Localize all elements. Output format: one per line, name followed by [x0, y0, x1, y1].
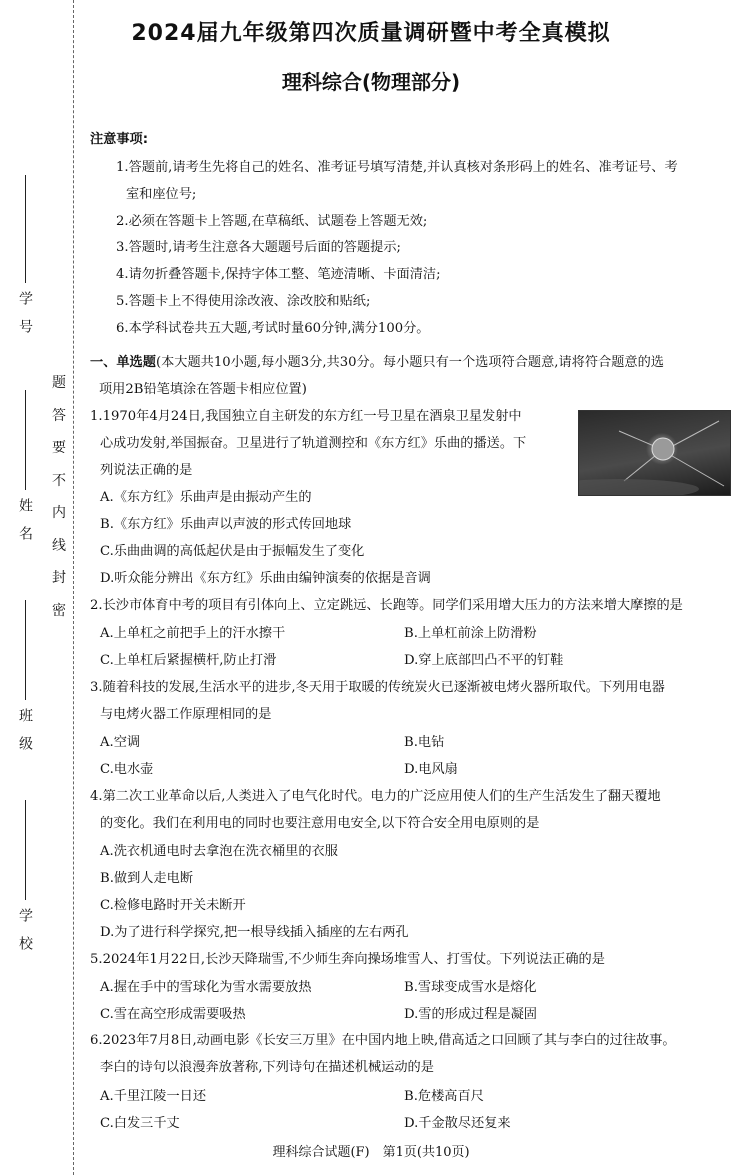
notice-item: 2.必须在答题卡上答题,在草稿纸、试题卷上答题无效; — [116, 213, 428, 229]
option-a: A.上单杠之前把手上的汗水擦干 — [100, 626, 286, 641]
option-b: B.雪球变成雪水是熔化 — [404, 980, 537, 995]
question-stem: 6.2023年7月8日,动画电影《长安三万里》在中国内地上映,借高适之口回顾了其与李白的过往故事。 — [90, 1033, 676, 1048]
option-d: D.雪的形成过程是凝固 — [404, 1007, 537, 1022]
option-b: B.电钻 — [404, 735, 445, 750]
seal-char: 答 — [52, 407, 66, 424]
option-a: A.《东方红》乐曲声是由振动产生的 — [100, 490, 312, 506]
option-d: D.为了进行科学探究,把一根导线插入插座的左右两孔 — [100, 924, 409, 940]
school-label: 学 校 — [17, 908, 33, 950]
section-desc-cont: 项用2B铅笔填涂在答题卡相应位置) — [99, 382, 307, 397]
seal-char: 内 — [52, 505, 66, 521]
option-c: C.乐曲曲调的高低起伏是由于振幅发生了变化 — [100, 544, 365, 560]
sidebar-field-school — [18, 800, 32, 950]
name-underline — [25, 390, 26, 490]
class-underline — [25, 600, 26, 700]
question-stem: 4.第二次工业革命以后,人类进入了电气化时代。电力的广泛应用使人们的生产生活发生了翻天覆地 — [90, 789, 661, 804]
sidebar-field-class — [18, 600, 32, 750]
notice-item: 1.答题前,请考生先将自己的姓名、准考证号填写清楚,并认真核对条形码上的姓名、准考证号、考 — [116, 160, 678, 175]
notice-item: 6.本学科试卷共五大题,考试时量60分钟,满分100分。 — [116, 320, 430, 336]
exam-title: 2024届九年级第四次质量调研暨中考全真模拟 — [131, 21, 611, 46]
notice-item: 4.请勿折叠答题卡,保持字体工整、笔迹清晰、卡面清洁; — [116, 267, 441, 283]
question-5 — [90, 947, 605, 974]
seal-instruction — [52, 372, 66, 632]
option-a: A.空调 — [100, 735, 141, 750]
school-underline — [25, 800, 26, 900]
seal-char: 密 — [52, 602, 66, 619]
notice-item: 5.答题卡上不得使用涂改液、涂改胶和贴纸; — [116, 293, 371, 309]
question-stem-cont: 李白的诗句以浪漫奔放著称,下列诗句在描述机械运动的是 — [100, 1059, 434, 1075]
option-c: C.电水壶 — [100, 762, 154, 777]
question-1 — [90, 404, 526, 592]
option-d: D.穿上底部凹凸不平的钉鞋 — [404, 653, 564, 668]
page-footer: 理科综合试题(F) 第1页(共10页) — [272, 1145, 470, 1160]
option-d: D.千金散尽还复来 — [404, 1116, 511, 1131]
seal-char: 封 — [52, 570, 66, 586]
question-6 — [90, 1028, 676, 1082]
option-a: A.千里江陵一日还 — [100, 1089, 207, 1104]
name-label: 姓 名 — [17, 498, 33, 540]
question-2 — [90, 593, 683, 620]
option-c: C.白发三千丈 — [100, 1116, 180, 1131]
seal-char: 题 — [52, 375, 66, 391]
student-id-underline — [25, 175, 26, 283]
question-stem: 1.1970年4月24日,我国独立自主研发的东方红一号卫星在酒泉卫星发射中 — [90, 409, 522, 424]
option-c: C.检修电路时开关未断开 — [100, 897, 246, 913]
question-stem: 3.随着科技的发展,生活水平的进步,冬天用于取暖的传统炭火已逐渐被电烤火器所取代。下列用电器 — [90, 680, 665, 695]
binding-dashed-line — [73, 0, 74, 1175]
option-b: B.危楼高百尺 — [404, 1089, 484, 1104]
sidebar-field-student-id — [18, 175, 32, 333]
option-d: D.电风扇 — [404, 762, 458, 777]
section-heading: 一、单选题 — [90, 355, 156, 370]
seal-char: 不 — [52, 472, 66, 489]
option-d: D.听众能分辨出《东方红》乐曲由编钟演奏的依据是音调 — [100, 571, 431, 587]
option-c: C.雪在高空形成需要吸热 — [100, 1007, 246, 1022]
option-a: A.洗衣机通电时去拿泡在洗衣桶里的衣服 — [100, 843, 338, 859]
notice-item: 3.答题时,请考生注意各大题题号后面的答题提示; — [116, 240, 401, 256]
option-c: C.上单杠后紧握横杆,防止打滑 — [100, 653, 277, 668]
question-4 — [90, 784, 661, 946]
student-id-label: 学 号 — [17, 291, 33, 333]
question-stem: 2.长沙市体育中考的项目有引体向上、立定跳远、长跑等。同学们采用增大压力的方法来增大摩擦的是 — [90, 598, 683, 613]
satellite-photo — [578, 410, 731, 496]
option-b: B.上单杠前涂上防滑粉 — [404, 626, 537, 641]
exam-subtitle: 理科综合(物理部分) — [281, 70, 461, 94]
sidebar-field-name — [18, 390, 32, 540]
section-desc: (本大题共10小题,每小题3分,共30分。每小题只有一个选项符合题意,请将符合题意的选 — [155, 355, 664, 370]
option-b: B.《东方红》乐曲声以声波的形式传回地球 — [100, 517, 352, 533]
notice-item-cont: 室和座位号; — [126, 186, 197, 202]
class-label: 班 级 — [17, 708, 33, 750]
question-stem-cont: 心成功发射,举国振奋。卫星进行了轨道测控和《东方红》乐曲的播送。下 — [100, 435, 527, 451]
question-stem-cont: 的变化。我们在利用电的同时也要注意用电安全,以下符合安全用电原则的是 — [100, 815, 540, 831]
option-b: B.做到人走电断 — [100, 870, 194, 886]
option-a: A.握在手中的雪球化为雪水需要放热 — [100, 980, 312, 995]
notice-heading: 注意事项: — [90, 132, 149, 147]
seal-char: 线 — [52, 537, 66, 554]
seal-char: 要 — [52, 440, 66, 456]
question-stem-cont: 列说法正确的是 — [100, 462, 193, 478]
section-heading-line — [90, 350, 664, 377]
notice-list — [116, 155, 678, 343]
question-3 — [90, 675, 665, 729]
question-stem: 5.2024年1月22日,长沙天降瑞雪,不少师生奔向操场堆雪人、打雪仗。下列说法正确的是 — [90, 952, 605, 967]
question-stem-cont: 与电烤火器工作原理相同的是 — [100, 706, 272, 722]
